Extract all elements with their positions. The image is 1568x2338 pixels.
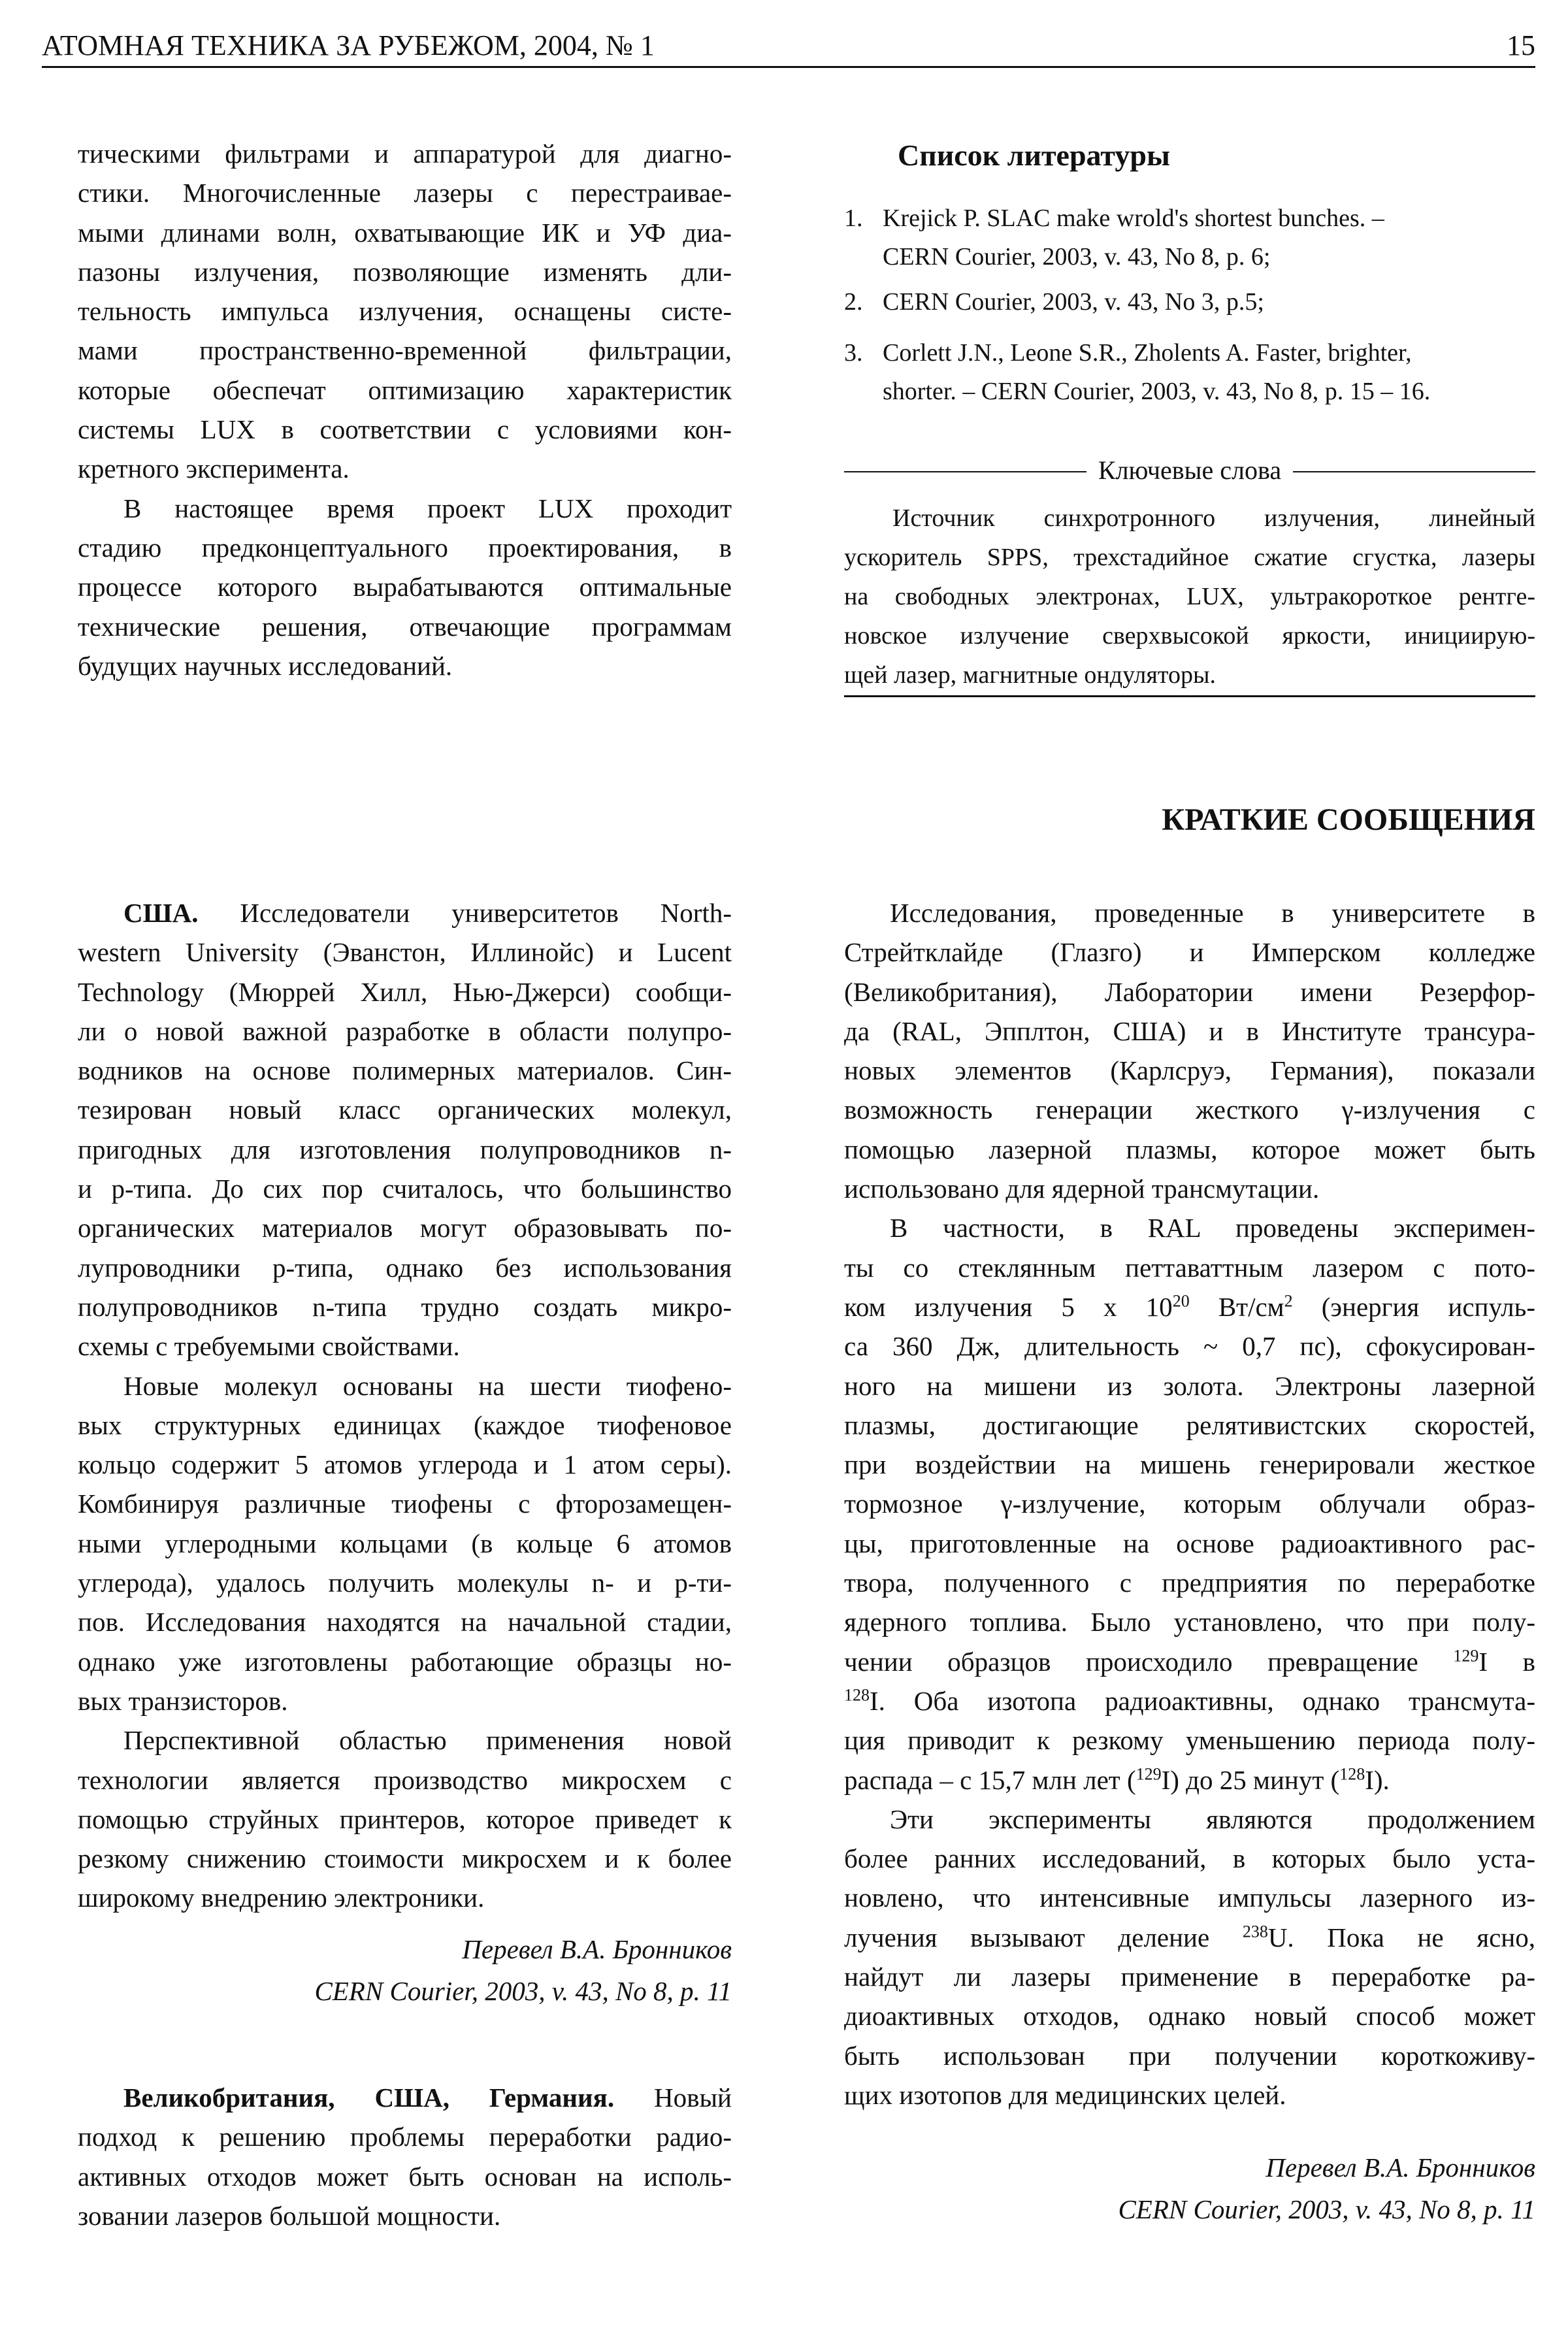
superscript: 238 [1242, 1922, 1268, 1941]
text-line [844, 1642, 1535, 1681]
text-segment: распада – с 15,7 млн лет ( [844, 1764, 1136, 1795]
reference-number: 2. [844, 288, 863, 316]
text-segment: лучения вызывают деление [844, 1922, 1243, 1952]
text-line: цы, приготовленные на основе радиоактивного рас- [844, 1528, 1535, 1558]
text-line: стадию предконцептуального проектирования, в [78, 532, 732, 563]
text-line: органических материалов могут образовывать по- [78, 1213, 732, 1243]
text-line: щих изотопов для медицинских целей. [844, 2079, 1286, 2110]
text-line [844, 1681, 1535, 1721]
usa-news-text [78, 893, 732, 1918]
left-signature [78, 1928, 732, 2012]
text-segment: I в [1478, 1646, 1535, 1677]
text-line: Исследования, проведенные в университете в [890, 898, 1535, 928]
text-line: при воздействии на мишень генерировали жесткое [844, 1449, 1535, 1480]
text-line: пов. Исследования находятся на начальной стадии, [78, 1607, 732, 1638]
text-segment: ком излучения 5 x 10 [844, 1291, 1173, 1322]
translator-credit: Перевел В.А. Бронников [1266, 2152, 1535, 2182]
text-line: помощью струйных принтеров, которое приведет к [78, 1803, 732, 1834]
text-line: ция приводит к резкому уменьшению периода полу- [844, 1725, 1535, 1756]
text-line: возможность генерации жесткого γ-излучения с [844, 1095, 1535, 1125]
text-line [844, 1760, 1535, 1800]
text-line: тормозное γ-излучение, которым облучали образ- [844, 1489, 1535, 1519]
text-line: Перспективной областью применения новой [123, 1725, 732, 1756]
page-number: 15 [1507, 29, 1535, 61]
text-line: резкому снижению стоимости микросхем и к более [78, 1843, 732, 1874]
text-line [844, 1287, 1535, 1326]
source-citation: CERN Courier, 2003, v. 43, No 8, p. 11 [1118, 2194, 1535, 2224]
text-line: В настоящее время проект LUX проходит [123, 493, 732, 523]
laser-transmutation-news-text [844, 893, 1535, 2115]
text-segment: I. Оба изотопа радиоактивны, однако трансмута- [870, 1685, 1535, 1716]
superscript: 128 [1339, 1764, 1365, 1783]
text-line: новское излучение сверхвысокой яркости, инициирую- [844, 622, 1535, 650]
text-line: полупроводников n-типа трудно создать микро- [78, 1291, 732, 1322]
journal-title: АТОМНАЯ ТЕХНИКА ЗА РУБЕЖОМ, 2004, № 1 [42, 29, 655, 61]
text-line: которые обеспечат оптимизацию характеристик [78, 374, 732, 405]
text-line: использовано для ядерной трансмутации. [844, 1174, 1320, 1204]
text-line: В частности, в RAL проведены эксперимен- [890, 1213, 1535, 1243]
text-line: технические решения, отвечающие программам [78, 611, 732, 642]
reference-text: Corlett J.N., Leone S.R., Zholents A. Faster, brighter, [883, 339, 1412, 367]
text-line: кольцо содержит 5 атомов углерода и 1 атом серы). [78, 1449, 732, 1480]
text-line: новлено, что интенсивные импульсы лазерного из- [844, 1883, 1535, 1913]
text-segment: Новый [614, 2083, 732, 2113]
text-line: более ранних исследований, в которых было уста- [844, 1843, 1535, 1874]
reference-text: Krejick P. SLAC make wrold's shortest bunches. – [883, 205, 1384, 232]
text-line: тическими фильтрами и аппаратурой для диагно- [78, 139, 732, 169]
text-line: да (RAL, Эпплтон, США) и в Институте трансура- [844, 1015, 1535, 1046]
text-line: и p-типа. До сих пор считалось, что большинство [78, 1174, 732, 1204]
translator-credit: Перевел В.А. Бронников [462, 1934, 732, 1964]
text-line: щей лазер, магнитные ондуляторы. [844, 661, 1216, 689]
text-line: лупроводники p-типа, однако без использования [78, 1252, 732, 1283]
text-line: Стрейтклайде (Глазго) и Имперском колледже [844, 937, 1535, 968]
bold-lead-in: Великобритания, США, Германия. [123, 2083, 615, 2113]
uk-usa-germany-news-text [78, 2078, 732, 2235]
text-line: Эти эксперименты являются продолжением [890, 1803, 1535, 1834]
text-line: (Великобритания), Лаборатории имени Резерфор- [844, 976, 1535, 1007]
text-line: Новые молекул основаны на шести тиофено- [123, 1370, 732, 1401]
text-segment: Исследователи университетов North- [198, 898, 732, 928]
superscript: 2 [1284, 1291, 1293, 1311]
text-line: ты со стеклянным петтаваттным лазером с пото- [844, 1252, 1535, 1283]
text-line [78, 893, 732, 932]
text-line: однако уже изготовлены работающие образцы но- [78, 1646, 732, 1677]
superscript: 129 [1135, 1764, 1162, 1783]
section-title: КРАТКИЕ СООБЩЕНИЯ [1162, 802, 1535, 837]
text-segment: I) до 25 минут ( [1161, 1764, 1340, 1795]
text-line: кретного эксперимента. [78, 453, 350, 484]
text-line: плазмы, достигающие релятивистских скоростей, [844, 1409, 1535, 1440]
right-signature [844, 2147, 1535, 2230]
text-line: технологии является производство микросхем с [78, 1764, 732, 1795]
text-line: мами пространственно-временной фильтрации, [78, 335, 732, 366]
reference-text: CERN Courier, 2003, v. 43, No 3, p.5; [883, 288, 1264, 316]
text-line: мыми длинами волн, охватывающие ИК и УФ диа- [78, 217, 732, 248]
bold-lead-in: США. [123, 898, 199, 928]
text-line: активных отходов может быть основан на исполь- [78, 2161, 732, 2192]
text-line: системы LUX в соответствии с условиями кон- [78, 414, 732, 445]
text-line: диоактивных отходов, однако новый способ может [844, 2001, 1535, 2032]
text-line: помощью лазерной плазмы, которое может быть [844, 1134, 1535, 1164]
reference-text: shorter. – CERN Courier, 2003, v. 43, No 8, p. 15 – 16. [883, 378, 1431, 405]
text-line: схемы с требуемыми свойствами. [78, 1331, 460, 1362]
keywords-bottom-rule [844, 695, 1535, 697]
superscript: 129 [1453, 1645, 1479, 1665]
keywords-text [844, 499, 1535, 695]
text-line: western University (Эванстон, Иллинойс) и Lucent [78, 937, 732, 968]
text-segment: чении образцов происходило превращение [844, 1646, 1454, 1677]
text-line: ядерного топлива. Было установлено, что при полу- [844, 1607, 1535, 1638]
text-line: твора, полученного с предприятия по переработке [844, 1568, 1535, 1598]
source-citation: CERN Courier, 2003, v. 43, No 8, p. 11 [314, 1976, 732, 2006]
text-line: вых структурных единицах (каждое тиофеновое [78, 1409, 732, 1440]
text-segment: I). [1365, 1764, 1390, 1795]
header-rule [42, 66, 1535, 68]
text-line: углерода), удалось получить молекулы n- и p-ти- [78, 1568, 732, 1598]
text-line: пригодных для изготовления полупроводников n- [78, 1134, 732, 1164]
text-line: ускоритель SPPS, трехстадийное сжатие сгустка, лазеры [844, 544, 1535, 571]
text-line: Источник синхротронного излучения, линейный [892, 504, 1535, 532]
text-segment: (энергия испуль- [1292, 1291, 1535, 1322]
references-heading: Список литературы [898, 139, 1170, 172]
text-line: подход к решению проблемы переработки радио- [78, 2122, 732, 2152]
text-line: ными углеродными кольцами (в кольце 6 атомов [78, 1528, 732, 1558]
text-line: стики. Многочисленные лазеры с перестраивае- [78, 178, 732, 208]
text-line: будущих научных исследований. [78, 650, 453, 681]
keywords-heading [844, 451, 1535, 490]
left-top-text [78, 134, 732, 685]
text-line: ли о новой важной разработке в области полупро- [78, 1015, 732, 1046]
text-line [78, 2078, 732, 2117]
text-line: вых транзисторов. [78, 1685, 288, 1716]
superscript: 128 [844, 1685, 870, 1705]
text-line: найдут ли лазеры применение в переработке ра- [844, 1962, 1535, 1992]
reference-number: 3. [844, 339, 863, 367]
running-header [42, 26, 1535, 65]
superscript: 20 [1172, 1291, 1190, 1311]
text-segment: Вт/см [1189, 1291, 1284, 1322]
text-line: ного на мишени из золота. Электроны лазерной [844, 1370, 1535, 1401]
text-line: на свободных электронах, LUX, ультракороткое рентге- [844, 583, 1535, 610]
text-line: процессе которого вырабатываются оптимальные [78, 572, 732, 602]
keywords-heading-text: Ключевые слова [1086, 455, 1293, 485]
text-line: тельность импульса излучения, оснащены систе- [78, 296, 732, 327]
text-line: водников на основе полимерных материалов. Син- [78, 1055, 732, 1086]
reference-number: 1. [844, 205, 863, 232]
text-line [844, 1918, 1535, 1957]
text-line: быть использован при получении короткоживу- [844, 2040, 1535, 2071]
text-line: Technology (Мюррей Хилл, Нью-Джерси) сообщи- [78, 976, 732, 1007]
text-segment: U. Пока не ясно, [1267, 1922, 1535, 1952]
text-line: Комбинируя различные тиофены с фторозамещен- [78, 1489, 732, 1519]
text-line: тезирован новый класс органических молекул, [78, 1095, 732, 1125]
text-line: зовании лазеров большой мощности. [78, 2200, 501, 2231]
text-line: новых элементов (Карлсруэ, Германия), показали [844, 1055, 1535, 1086]
text-line: широкому внедрению электроники. [78, 1883, 485, 1913]
text-line: са 360 Дж, длительность ~ 0,7 пс), сфокусирован- [844, 1331, 1535, 1362]
text-line: пазоны излучения, позволяющие изменять дли- [78, 256, 732, 287]
reference-text: CERN Courier, 2003, v. 43, No 8, p. 6; [883, 243, 1271, 271]
